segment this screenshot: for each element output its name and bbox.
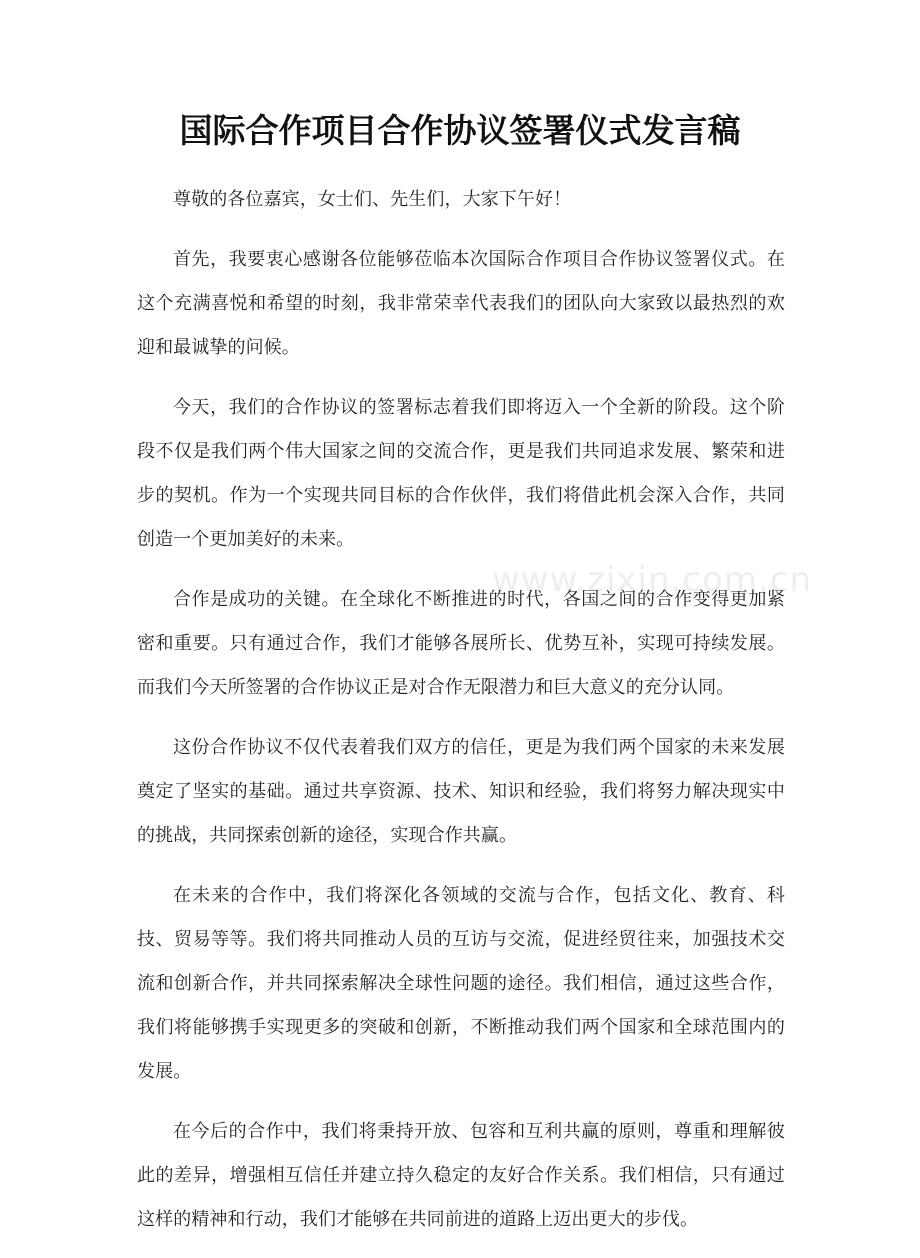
paragraph-principles: 在今后的合作中，我们将秉持开放、包容和互利共赢的原则，尊重和理解彼此的差异，增强相互信任并建立持久稳定的友好合作关系。我们相信，只有通过这样的精神和行动，我们才能够在共同前进的道路上迈出更大的步伐。 xyxy=(137,1121,785,1230)
paragraph-future-cooperation: 在未来的合作中，我们将深化各领域的交流与合作，包括文化、教育、科技、贸易等等。我们将共同推动人员的互访与交流，促进经贸往来，加强技术交流和创新合作，并共同探索解决全球性问题的途径。我们相信，通过这些合作，我们将能够携手实现更多的突破和创新，不断推动我们两个国家和全球范围内的发展。 xyxy=(137,885,785,1082)
paragraph-greeting: 尊敬的各位嘉宾，女士们、先生们，大家下午好！ xyxy=(173,189,572,210)
paragraph-thanks: 首先，我要衷心感谢各位能够莅临本次国际合作项目合作协议签署仪式。在这个充满喜悦和希望的时刻，我非常荣幸代表我们的团队向大家致以最热烈的欢迎和最诚挚的问候。 xyxy=(137,249,785,358)
paragraph-new-stage: 今天，我们的合作协议的签署标志着我们即将迈入一个全新的阶段。这个阶段不仅是我们两个伟大国家之间的交流合作，更是我们共同追求发展、繁荣和进步的契机。作为一个实现共同目标的合作伙伴，我们将借此机会深入合作，共同创造一个更加美好的未来。 xyxy=(137,397,785,550)
watermark-text: www.zixin.com.cn xyxy=(492,560,812,600)
paragraph-agreement-trust: 这份合作协议不仅代表着我们双方的信任，更是为我们两个国家的未来发展奠定了坚实的基础。通过共享资源、技术、知识和经验，我们将努力解决现实中的挑战，共同探索创新的途径，实现合作共赢。 xyxy=(137,737,785,846)
document-body xyxy=(137,178,785,1258)
paragraph-cooperation-key: 合作是成功的关键。在全球化不断推进的时代，各国之间的合作变得更加紧密和重要。只有通过合作，我们才能够各展所长、优势互补，实现可持续发展。而我们今天所签署的合作协议正是对合作无限潜力和巨大意义的充分认同。 xyxy=(137,589,785,698)
document-title: 国际合作项目合作协议签署仪式发言稿 xyxy=(179,111,741,150)
